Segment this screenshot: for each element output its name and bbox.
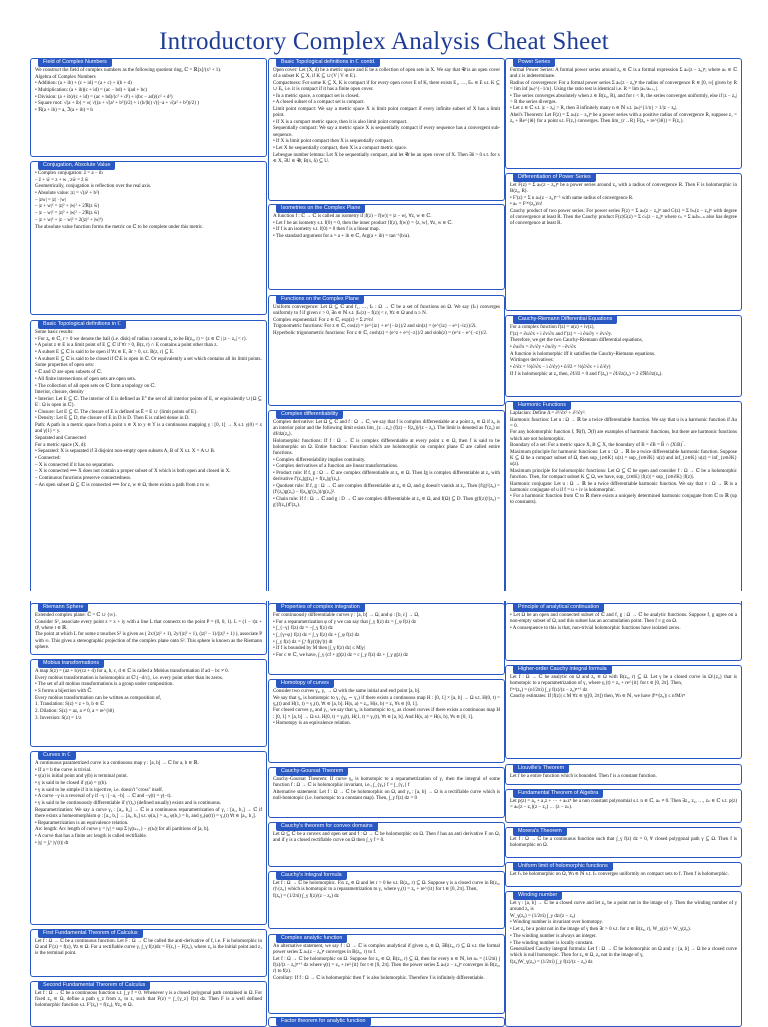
section-power-series [505, 58, 742, 169]
section-line: Lebesgue number lemma: Let X be sequentially compact, and let 𝒰 be an open cover of X. Then ∃δ > 0 s.t. for x ∈ X, ∃U ∈ 𝒰, B(x, δ) ⊆ U. [273, 152, 500, 164]
section-body [506, 59, 741, 128]
section-line: • Homotopy is an equivalence relation. [273, 721, 351, 727]
section-line: – An open subset Ω ⊆ ℂ is connected ⟺ for z, w ∈ Ω, there exists a path from z to w. [35, 482, 210, 488]
section-heading: Conjugation, Absolute Value [38, 161, 115, 170]
section-line: Let F(z) = Σ aₙ(z − z₀)ⁿ be a power series around z₀ with a radius of convergence R. Then F is holomorphic in B(z₀, R). [510, 183, 737, 195]
section-line: Let f : Ω → ℂ be a continuous function s.t. ∫_γ f = 0. Whenever γ is a closed polygonal path contained in Ω. For fixed z₀ ∈ Ω, define a path γ_z from z₀ to z, such that F(z) = ∫_{γ_z} f(z) dz. Then F is a well defined holomorphic function s.t. F′(z₀) = f(z₀), ∀z₀ ∈ Ω. [35, 991, 262, 1009]
section-heading: Riemann Sphere [38, 603, 88, 612]
section-line: • If f is an isometry s.t. f(0) = 0 then f is a linear map. [273, 227, 380, 233]
section-line: Wirtinger derivatives: [510, 358, 554, 364]
section-line: • γ is said to be closed if γ(a) = γ(b). [35, 781, 108, 787]
section-line: A continuous parametrized curve is a continuous map γ : [a, b] → ℂ for a, b ∈ ℝ. [35, 761, 199, 766]
section-line: – |z + w|² = |z|² + |w|² + 2ℜ(z w̄) [35, 204, 100, 210]
section-body [31, 59, 266, 117]
section-heading: Liouville's Theorem [513, 764, 569, 773]
section-line: • γ is said to be simple if it is injective, i.e. doesn't "cross" itself. [35, 787, 164, 793]
section-line: Radius of convergence: For a formal power series Σ aₙ(z − z₀)ⁿ the radius of convergence R ∈ [0, ∞] given by R = lim inf |aₙ|^{−1/n}. Using the ratio test is identical i.e. R = lim |aₙ/aₙ₊₁|. [510, 80, 737, 92]
section-integration-properties [268, 603, 505, 675]
section-line: • The series converges absolutely when z ∈ B(z₀, R), and for r < R, the series converges uniformly, else if |z − z₀| > R the series diverges. [510, 93, 737, 105]
section-line: – |z + w|² + |z − w|² = 2(|z|² + |w|²) [35, 217, 103, 223]
section-line: Open cover: Let (X, d) be a metric space and E be a collection of open sets in X. We say that 𝒰 is an open cover of a subset K ⊆ X, if K ⊆ ∪{V | V ∈ E}. [273, 68, 500, 80]
section-heading: Basic Topological definitions in ℂ contd. [276, 58, 380, 67]
section-body [269, 59, 504, 167]
section-line: • ∂u/∂x = ∂v/∂y • ∂u/∂y = −∂v/∂x [510, 345, 577, 351]
section-line: Harmonic function: Let u : Ω → ℝ be a twice differentiable function. We say that u is a harmonic function if Δu = 0. [510, 417, 737, 429]
section-line: Cauchy estimates: If |f(z)| ≤ M ∀z ∈ γ([0, 2π]) then, ∀n ∈ ℕ, we have |f⁽ⁿ⁾(z₀)| ≤ n!M/rⁿ [510, 694, 686, 700]
section-line: Compactness: For some K ⊆ X, K is compact if for every open cover E of K, there exists E₁, …, Eₙ ∈ E s.t. K ⊆ ∪ Eᵢ, i.e. it is compact if it has a finite open cover. [273, 80, 500, 92]
section-line: – z̄ + w̄ = z + w , zw̄ = z̄ w̄ [35, 177, 89, 183]
section-heading: Functions on the Complex Plane [276, 295, 364, 304]
section-line: • For c ∈ ℂ, we have, ∫_γ (cf + g)(z) dz = c ∫_γ f(z) dz + ∫_γ g(z) dz [273, 653, 408, 659]
section-heading: Cauchy-Goursat Theorem [276, 767, 348, 776]
section-body [31, 321, 266, 491]
section-line: Let γ : [a, b] → ℂ be a closed curve and let z₀ be a point not in the image of γ. Then the winding number of γ around z₀ is [510, 901, 737, 913]
section-heading: Differentiation of Power Series [513, 173, 596, 182]
section-morera [505, 827, 742, 858]
section-line: An alternative statement, we say f : Ω → ℂ is complex analytical if given z₀ ∈ Ω, ∃B(z₀, r) ⊆ Ω s.t. the formal power series Σ aₙ(z − z₀)ⁿ converges in B(z₀, r) to f. [273, 944, 500, 956]
section-line: Let f be a entire function which is bounded. Then f is a constant function. [510, 774, 657, 779]
section-line: • Reparametrization is an equivalence relation. [35, 820, 129, 826]
section-first-ftc [30, 929, 267, 977]
section-line: • The winding number is locally constant. [510, 940, 594, 946]
section-line: • Quotient rule: If f, g : Ω → ℂ are complex differentiable at z₀ ∈ Ω, and g doesn't vanish at z₀. Then (f/g)′(z₀) = (f′(z₀)g(z₀) − f(z₀)g′(z₀))/g(z₀)². [273, 483, 500, 495]
section-line: Extended complex plane: ℂ̂ = ℂ ∪ {∞}. [35, 613, 117, 618]
section-line: Cauchy-Goursat Theorem: If curve γ₀ is homotopic to a reparametrization of γ₁ then the integral of some function f : Ω → ℂ is holomorphic invariant, i.e., ∫_{γ₀} f = ∫_{γ₁} f [273, 777, 500, 789]
section-riemann-sphere [30, 603, 267, 655]
section-heading: Power Series [513, 58, 555, 67]
section-line: Reparametrization: We say a curve γ₂ : [a₂, b₂] → ℂ is a continuous reparametrization of γ₁ : [a₁, b₁] → ℂ if there exists a homeomorphism φ : [a₁, b₁] → [a₂, b₂] s.t. φ(a₁) = a₂, φ(b₁) = b₂ and γ₂(φ(t)) = γ₁(t) ∀t ∈ [a₁, b₁]. [35, 807, 262, 819]
section-factor-theorem [268, 1017, 505, 1027]
section-heading: Winding number [513, 891, 562, 900]
section-line: Let p(z) = a₀ + a₁z + ⋯ + aₙzⁿ be a non constant polynomial s.t. n ∈ ℂ, aₙ ≠ 0. Then ∃z₁, z₂, …, zₙ ∈ ℂ s.t. p(z) = aₙ(z − z₁)(z − z₂) … (z − zₙ). [510, 799, 737, 811]
section-line: – |zw| = |z| · |w| [35, 197, 66, 203]
section-line: Complex derivative: Let Ω ⊆ ℂ and f : Ω → ℂ, we say that f is complex differentiable at a point z₀ ∈ Ω if z₀ is an interior point and the following limit exists lim_{z→z₀} (f(z) − f(z₀))/(z − z₀). The limit is denoted as f′(z₀) or df/dz(z₀). [273, 420, 500, 438]
section-body [31, 162, 266, 233]
section-topology-contd [268, 58, 505, 201]
section-line: • ℂ and ∅ are open subsets of ℂ. [35, 370, 102, 376]
section-line: • The set of all mobius transformations is a group under composition. [35, 682, 174, 688]
section-line: • Complex differentiability implies continuity. [273, 457, 366, 463]
section-cauchy-riemann [505, 315, 742, 397]
section-cauchy-goursat [268, 767, 505, 818]
section-conjugation [30, 161, 267, 315]
section-line: • Complex conjugation: z̄ = a − ib [35, 171, 103, 176]
section-line: Let f : Ω → ℂ be holomorphic on Ω. Suppose for z₀ ∈ Ω, B(z₀, r) ⊆ Ω, then for every n ∈ ℕ, let aₙ = (1/2πi) ∫ f(z)/(z − z₀)ⁿ⁺¹ dz where γ(t) = z₀ + re^{it} for t ∈ [0, 2π]. Then the power series Σ aₙ(z − z₀)ⁿ converges in B(z₀, r) to f(z). [273, 956, 500, 974]
section-line: Some basic results: [35, 330, 74, 335]
section-line: Let fₙ be holomorphic on Ω, ∀n ∈ ℕ s.t. fₙ converges uniformly on compact sets to f. Then f is holomorphic. [510, 872, 729, 877]
section-winding-number [505, 891, 742, 1027]
section-line: Abel's Theorem: Let F(z) = Σ aₙ(z − z₀)ⁿ be a power series with a positive radius of convergence R, suppose z₁ = z₀ + Re^{iθ} for a point s.t. F(z₁) converges. Then lim_{r→R} F(z₀ + re^{iθ}) = F(z₁). [510, 113, 737, 125]
section-line: 3. Inversion: S(z) = 1/z [35, 715, 82, 721]
section-line: • Division: (a + ib)/(c + id) = (ac + bd)/(c² + d²) + i(bc − ad)/(c² + d²) [35, 94, 173, 100]
section-line: Sequentially compact: We say a metric space X is sequentially compact if every sequence has a convergent sub-sequence. [273, 126, 500, 138]
section-line: • If X is limit point compact then X is sequentially compact. [273, 139, 394, 145]
section-heading: Curves in ℂ [38, 751, 76, 760]
section-line: • Addition: (a + ib) + (c + id) = (a + c) + i(b + d) [35, 81, 132, 87]
section-line: • If a = b the curve is trivial. [35, 767, 92, 773]
section-line: We construct the field of complex numbers as the following quotient ring, ℂ = ℝ[x]/(x² + 1). [35, 68, 222, 73]
section-body [506, 402, 741, 509]
section-line: • A closed subset of a compact set is compact. [273, 100, 365, 106]
section-line: • Interior: Let E ⊆ ℂ. The interior of E is defined as E° the set of all interior points of E, or equivalently ∪{Ω ⊆ E : Ω is open in ℂ}. [35, 396, 262, 408]
section-mobius [30, 659, 267, 747]
section-line: • A consequence to this is that, non-trivial holomorphic functions have isolated zeros. [510, 625, 681, 631]
section-body [31, 660, 266, 725]
section-heading: Cauchy's integral formula [276, 871, 347, 880]
section-line: • A subset E ⊆ ℂ is said to be open if ∀z ∈ E, ∃r > 0, s.t. B(z, r) ⊆ E. [35, 350, 175, 356]
section-line: Boundary of a set: For a metric space X, B ⊆ X, the boundary of B = ∂B = B̄ ∩ (X\B)‾. [510, 443, 686, 449]
section-line: Consider S², associate every point z = x + iy with a line L that connects to the point P = (0, 0, 1). L = (1 − t)z + tP, where t ∈ ℝ. [35, 619, 262, 631]
section-line: A map S(z) = (az + b)/(cz + d) for a, b, c, d ∈ ℂ is called a Mobius transformation if ad − bc ≠ 0. [35, 669, 229, 674]
section-line: Trigonometric functions: For z ∈ ℂ, cos(z) = (e^{iz} + e^{−iz})/2 and sin(z) = (e^{iz} − e^{−iz})/2i. [273, 324, 477, 330]
section-line: • A curve that has a finite arc length is called rectifiable. [35, 833, 147, 839]
section-line: • The standard argument for a = a + ib ∈ ℂ, Arg(a + ib) = tan⁻¹(b/a). [273, 234, 411, 240]
section-heading: Complex analytic function [276, 934, 347, 943]
section-line: Complex exponential: For z ∈ ℂ, exp(z) = Σ zⁿ/n! [273, 317, 374, 323]
section-line: Let Ω ⊆ ℂ be a convex and open set and f : Ω → ℂ be holomorphic on Ω. Then f has an anti derivative F on Ω, and if γ is a closed rectifiable curve on Ω then ∫_γ f = 0. [273, 832, 500, 844]
section-line: Some properties of open sets: [35, 363, 95, 369]
section-line: • A point z ∈ E is a limit point of E ⊆ ℂ if ∀r > 0, B(z, r) ∩ E contains a point other than z. [35, 343, 218, 349]
section-heading: Complex differentiability [276, 410, 343, 419]
section-line: • aₙ = F⁽ⁿ⁾(z₀)/n! [510, 202, 543, 208]
section-line: Let f : Ω → ℂ be analytic on Ω and z₀ ∈ Ω with B(z₀, r) ⊆ Ω. Let γ be a closed curve in Ω\{z₀} that is homotopic to a reparametrization of γ₁ where γ₁(t) = z₀ + re^{it} for t ∈ [0, 2π]. Then, [510, 675, 737, 687]
section-heading: Uniform limit of holomorphic functions [513, 862, 613, 871]
section-line: • ∂/∂z = ½(∂/∂x − i ∂/∂y) • ∂/∂z̄ = ½(∂/∂x + i ∂/∂y) [510, 365, 611, 371]
section-line: • Density: Let E ⊆ D, the closure of E in D is D. Then E is called dense in D. [35, 416, 190, 422]
section-line: Geometrically, conjugation is reflection over the real axis. [35, 184, 152, 190]
section-heading: Factor theorem for analytic function [276, 1017, 371, 1026]
section-body [269, 411, 504, 511]
section-heading: Principle of analytical continuation [513, 603, 604, 612]
section-line: Arc length: Arc length of curve γ = |γ| = sup Σ |γ(tₖ₊₁) − γ(tₖ)| for all partitions of [a, b]. [35, 827, 210, 833]
section-line: – X is connected if it has no separation. [35, 462, 115, 468]
section-heading: Properties of complex integration [276, 603, 365, 612]
section-heading: Cauchy-Riemann Differential Equations [513, 315, 617, 324]
section-line: For a complex function f(z) = u(z) + iv(z), [510, 325, 595, 330]
section-line: Hyperbolic trigonometric functions: For z ∈ ℂ, cosh(z) = (e^z + e^{−z})/2 and sinh(z) = (e^z − e^{−z})/2. [273, 331, 488, 337]
section-line: Let f : Ω → ℂ be holomorphic. Fix z₀ ∈ Ω and let r > 0 be s.t. B(z₀, r) ⊆ Ω. Suppose γ is a closed curve in B(z₀, r)\{z₀} which is homotopic to a reparametrization to γ₁ where γ₁(t) = z₀ + re^{it} for t ∈ [0, 2π]. Then, [273, 881, 500, 893]
section-line: f(z₀) = (1/2πi) ∫_γ f(z)/(z − z₀) dz [273, 893, 339, 899]
section-body [31, 752, 266, 849]
section-line: • ∫_{γ+φ} f(z) dz = ∫_γ f(z) dz + ∫_φ f(z) dz [273, 633, 360, 639]
section-line: • γ(a) is initial point and γ(b) is terminal point. [35, 774, 128, 780]
section-line: We say that γ₀ is homotopic to γ₁ (γ₀ ∼ γ₁) if there exists a continuous map H : [0, 1] × [a, b] → Ω s.t. H(0, t) = γ₀(t) and H(1, t) = γ₁(t), ∀t ∈ [a, b]. H(s, a) = z₀, H(s, b) = z₁ ∀s ∈ [0, 1]. [273, 695, 500, 707]
section-line: 2. Dilation: S(z) = az, a ≠ 0, a = re^{iθ} [35, 709, 115, 715]
section-line: Cauchy product of two power series: For power series F(z) = Σ aₙ(z − z₀)ⁿ and G(z) = Σ bₙ(z − z₀)ⁿ with degree of convergence at least R. Then the Cauchy product F(z)G(z) = Σ cₙ(z − z₀)ⁿ where cₙ = Σ aₖbₙ₋ₖ also has degree of convergence at least R. [510, 209, 737, 227]
section-heading: First Fundamental Theorem of Calculus [38, 929, 143, 938]
section-isometries [268, 204, 505, 290]
section-line: Generalized Cauchy integral formula: Let f : Ω → ℂ be holomorphic on Ω and γ : [a, b] → Ω be a closed curve which is null homotopic. Then for z₀ ∈ Ω, z₀ not in the image of γ, [510, 947, 737, 959]
section-line: Holomorphic functions: If f : Ω → ℂ is complex differentiable at every point z ∈ Ω, then f is said to be holomorphic on Ω. Entire function: Function which are holomorphic on complex plane ℂ are called entire functions. [273, 438, 500, 457]
section-line: • For a reparametrization φ of γ we can say that ∫_γ f(z) dz = ∫_φ f(z) dz [273, 619, 417, 625]
section-line: Interior, closure, density [35, 390, 84, 396]
section-higher-order-cauchy [505, 665, 742, 759]
section-second-ftc [30, 981, 267, 1027]
section-line: – X is connected ⟺ X does not contain a proper subset of X which is both open and closed in X. [35, 469, 231, 475]
section-line: Therefore, we get the two Cauchy-Riemann differential equations, [510, 338, 643, 344]
section-line: • γ is said to be continuously differentiable if γ′(t₀) (defined usually) exists and is continuous. [35, 801, 222, 807]
section-heading: Field of Complex Numbers [38, 58, 112, 67]
section-body [506, 892, 741, 969]
section-line: For a metric space (X, d): [35, 442, 87, 448]
section-functions [268, 295, 505, 406]
section-line: Path: A path in a metric space from a point x ∈ X to y ∈ Y is a continuous mapping γ : [0, 1] → X s.t. γ(0) = x and γ(1) = y. [35, 423, 262, 435]
section-curves [30, 751, 267, 925]
section-line: Maximum principle for harmonic functions: Let u : Ω → ℝ be a twice differentiable harmonic function. Suppose K ⊆ Ω be a compact subset of Ω, then sup_{z∈K} u(z) = sup_{z∈∂K} u(z) and inf_{z∈K} u(z) = inf_{z∈∂K} u(z). [510, 449, 737, 468]
section-differentiation-power-series [505, 173, 742, 311]
page-break [0, 591, 768, 601]
section-line: • Separated: X is separated if ∃ disjoint non-empty open subsets A, B of X s.t. X = A ∪ B. [35, 449, 216, 455]
section-line: • In a metric space, a compact set is closed. [273, 93, 360, 99]
section-line: – Continuous functions preserve connectedness. [35, 475, 132, 481]
section-line: • ℜ(a + ib) = a, ℑ(a + ib) = b [35, 108, 93, 114]
section-uniform-limit [505, 862, 742, 887]
section-line: Limit point compact: We say a metric space X is limit point compact if every infinite subset of X has a limit point. [273, 106, 500, 119]
section-heading: Basic Topological definitions in ℂ [38, 320, 126, 329]
section-line: • Winding number is invariant over homotopy. [510, 920, 603, 926]
section-line: • Square root: √(a + ib) = ±( √((a + √(a² + b²))/2) + i (b/|b|) √((−a + √(a² + b²))/2) ) [35, 101, 199, 107]
section-line: Corollary: If f : Ω → ℂ is holomorphic then f′ is also holomorphic. Therefore f is infinitely differentiable. [273, 975, 485, 981]
section-line: • The winding number is always an integer. [510, 933, 597, 939]
section-line: • Let z ∈ ℂ s.t. |z − z₀| > R, then ∃ infinitely many n ∈ ℕ s.t. |aₙ|^{1/n} > 1/|z − z₀|. [510, 106, 678, 112]
section-field [30, 58, 267, 157]
section-heading: Isometries on the Complex Plane [276, 204, 365, 213]
section-line: • If f is bounded by M then |∫_γ f(z) dz| ≤ M|γ| [273, 646, 365, 652]
section-line: 1. Translation: S(z) = z + b, b ∈ ℂ [35, 702, 105, 708]
section-body [506, 174, 741, 230]
section-heading: Fundamental Theorem of Algebra [513, 789, 603, 798]
section-line: Every mobius transformation is holomorphic at ℂ\{−d/c}, i.e. every point other than its zeros. [35, 675, 224, 681]
section-line: Let f : Ω → ℂ be a continuous function. Let F : Ω → ℂ be called the anti-derivative of f, i.e. F is holomorphic in Ω and F′(z) = f(z), ∀z ∈ Ω. For a rectifiable curve γ, ∫_γ f(z)dz = F(z₁) − F(z₀), where z₀ is the initial point and z₁ is the terminal point. [35, 939, 262, 957]
section-line: • Closure: Let E ⊆ ℂ. The closure of E is defined as Ē = E ∪ {limit points of E}. [35, 409, 198, 415]
section-line: Separated and Connected [35, 435, 86, 441]
section-line: • Complex derivatives of a function are linear transformations. [273, 464, 399, 470]
section-line: • Let z₀ be a point not in the image of γ then ∃r > 0 s.t. for z ∈ B(z₀, r), W_γ(z) = W_γ(z₀). [510, 927, 691, 933]
section-line: • Chain rule: If f : Ω → ℂ and g : D → ℂ are complex differentiable at z₀ ∈ Ω, and f(Ω) ⊆ D. Then g(f(z))′(z₀) = g′(f(z₀))f′(z₀). [273, 496, 500, 508]
section-line: For any holomorphic function f, ℜ(f), ℑ(f) are examples of harmonic functions, but there are harmonic functions which are not holomorphic. [510, 430, 737, 442]
section-line: • Let X be sequentially compact, then X is a compact metric space. [273, 145, 407, 151]
section-line: • ∫_γ f(z) dz = ∫ₐᵇ f(γ(t))γ′(t) dt [273, 639, 333, 645]
section-cauchy-convex [268, 822, 505, 867]
section-line: The point at which L for some z touches S² is given as ( 2x/(|z|² + 1), 2y/(|z|² + 1), (|z|² − 1)/(|z|² + 1) ), associate P with ∞. This gives a stereographic projection of the complex plane onto S². This sphere is known as the Riemann sphere. [35, 632, 262, 650]
section-line: Every mobius transformation can be written as composition of, [35, 695, 162, 701]
section-homotopy [268, 679, 505, 763]
section-liouville [505, 764, 742, 785]
section-line: Maximum principle for holomorphic functions: Let Ω ⊆ ℂ be open and consider f : Ω → ℂ be a holomorphic function. Then, for compact subset K ⊆ Ω, we have, sup_{z∈K} |f(z)| = sup_{z∈∂K} |f(z)|. [510, 468, 737, 480]
section-line: • For z₀ ∈ ℂ, r > 0 we denote the ball (i.e. disk) of radius r around z₀ to be B(z₀, r) = {z ∈ ℂ | |z − z₀| < r}. [35, 336, 248, 342]
section-line: • Multiplication: (a + ib)(c + id) = (ac − bd) + i(ad + bc) [35, 88, 147, 94]
section-line: • For a harmonic function from ℂ to ℝ there exists a uniquely determined harmonic conjugate from ℂ to ℝ (up to constants). [510, 494, 737, 506]
section-line: • A curve −γ is a reversal of γ if −γ : [−a, −b] → ℂ and −γ(t) = γ(−t). [35, 794, 172, 800]
section-line: f(z₀)W_γ(z₀) = (1/2πi) ∫_γ f(z)/(z − z₀) dz [510, 960, 593, 965]
section-line: Laplacian: Define Δ = ∂²/∂x² + ∂²/∂y². [510, 411, 586, 416]
section-line: • ∫_{−γ} f(z) dz = −∫_γ f(z) dz [273, 626, 333, 632]
section-line: f⁽ⁿ⁾(z₀) = (n!/2πi) ∫_γ f(z)/(z − z₀)ⁿ⁺¹ dz [510, 687, 588, 693]
section-line: • F′(z) = Σ n aₙ(z − z₀)ⁿ⁻¹ with same radius of convergence R. [510, 195, 634, 201]
section-line: W_γ(z₀) = (1/2πi) ∫_γ dz/(z − z₀) [510, 913, 576, 919]
section-heading: Higher-order Cauchy integral formula [513, 665, 612, 674]
section-line: – |z − w|² = |z|² + |w|² − 2ℜ(z w̄) [35, 211, 100, 217]
section-line: • S forms a bijection with ℂ̂. [35, 689, 93, 695]
section-complex-analytic [268, 934, 505, 1014]
section-fta [505, 789, 742, 823]
section-body [269, 604, 504, 662]
section-line: f′(z) = ∂u/∂x + i ∂v/∂x and f′(z) = −i ∂u/∂y + ∂v/∂y. [510, 331, 612, 337]
section-line: The absolute value function forms the metric on ℂ to be complete under this metric. [35, 224, 204, 230]
section-line: Formal Power Series: A formal power series around z₀ ∈ ℂ is a formal expression Σ aₙ(z − z₀)ⁿ, where aₙ ∈ ℂ and z is indeterminate. [510, 68, 737, 80]
section-cauchy-integral-formula [268, 871, 505, 929]
section-heading: Second Fundamental Theorem of Calculus [38, 981, 150, 990]
section-line: • If X is a compact metric space, then it is also limit point compact. [273, 119, 408, 125]
section-line: • Let Ω be an open and connected subset of ℂ and f, g : Ω → ℂ be analytic functions. Suppose f, g agree on a non-empty subset of Ω, and this subset has an accumulation point. Then f ≡ g on Ω. [510, 613, 737, 625]
section-line: A function is holomorphic iff it satisfies the Cauchy-Riemann equations. [510, 351, 656, 357]
section-line: • All finite intersections of open sets are open sets. [35, 376, 136, 382]
page-title: Introductory Complex Analysis Cheat Sheet [159, 28, 609, 55]
section-line: For closed curves γ₀ and γ₁, we say that γ₀ is homotopic to γ₁ as closed curves if there exists a continuous map H : [0, 1] × [a, b] → Ω s.t. H(0, t) = γ₀(t), H(1, t) = γ₁(t), ∀t ∈ [a, b]. And H(s, a) = H(s, b), ∀s ∈ [0, 1]. [273, 708, 500, 720]
section-line: Alternative statement: Let f : Ω → ℂ be holomorphic on Ω, and γ₀ : [a, b] → Ω is a rectifiable curve which is null-homotopic (i.e. homotopic to a constant map). Then, ∫_γ f(z) dz = 0 [273, 789, 500, 801]
section-heading: Morera's Theorem [513, 827, 567, 836]
section-line: Consider two curves γ₀, γ₁ → Ω with the same initial and end point [a, b]. [273, 689, 421, 694]
section-line: Let f : Ω → ℂ be a continuous function such that ∫_γ f(z) dz = 0, ∀ closed polygonal path γ ⊆ Ω. Then f is holomorphic on Ω. [510, 837, 737, 849]
section-analytic-continuation [505, 603, 742, 661]
section-line: • The collection of all open sets on ℂ form a topology on ℂ. [35, 383, 156, 389]
section-heading: Homotopy of curves [276, 679, 334, 688]
section-line: • Absolute value: |z| = √(a² + b²) [35, 191, 100, 197]
section-line: • |γ| = ∫ₐᵇ |γ′(t)| dt [35, 840, 69, 846]
section-heading: Mobius transformations [38, 659, 104, 668]
section-line: • Let f be an isometry s.t. f(0) = 0, then the inner product ⟨f(z), f(w)⟩ = ⟨z, w⟩, ∀z, w ∈ ℂ. [273, 220, 453, 226]
section-line: • Connected: [35, 455, 61, 461]
section-line: A function f : ℂ → ℂ is called an isometry if |f(z) − f(w)| = |z − w|, ∀z, w ∈ ℂ. [273, 214, 432, 219]
section-line: If f is holomorphic at z₀ then, ∂f/∂z̄ = 0 and f′(z₀) = ∂f/∂z(z₀) = 2 ∂ℜf/∂z(z₀). [510, 371, 663, 377]
section-heading: Harmonic Functions [513, 401, 571, 410]
section-line: Uniform convergence: Let Ω ⊆ ℂ and f₁, …, fₙ : Ω → ℂ be a set of functions on Ω. We say (fₙ) converges uniformly to f if given ε > 0, ∃n ∈ ℕ s.t. |fₙ(z) − f(z)| < ε, ∀z ∈ Ω and n ≥ N. [273, 305, 500, 317]
section-line: Algebra of Complex Numbers [35, 74, 96, 80]
section-line: • Product rule: If f, g : Ω → ℂ are complex differentiable at z₀ ∈ Ω. Then fg is complex differentiable at z₀ with derivative f′(z₀)g(z₀) + f(z₀)g′(z₀). [273, 471, 500, 483]
section-body [506, 316, 741, 381]
section-line: Harmonic conjugate: Let u : Ω → ℝ be a twice differentiable harmonic function. We say that v : Ω → ℝ is a harmonic conjugate of u if f = u + iv is holomorphic. [510, 481, 737, 493]
section-heading: Cauchy's theorem for convex domains [276, 822, 378, 831]
section-line: • A subset E ⊆ ℂ is said to be closed if ℂ\E is open in ℂ. Or equivalently a set which contains all its limit points. [35, 356, 262, 362]
section-line: For continuously differentiable curves γ : [a, b] → Ω, and φ : [b, c] → Ω, [273, 613, 420, 618]
